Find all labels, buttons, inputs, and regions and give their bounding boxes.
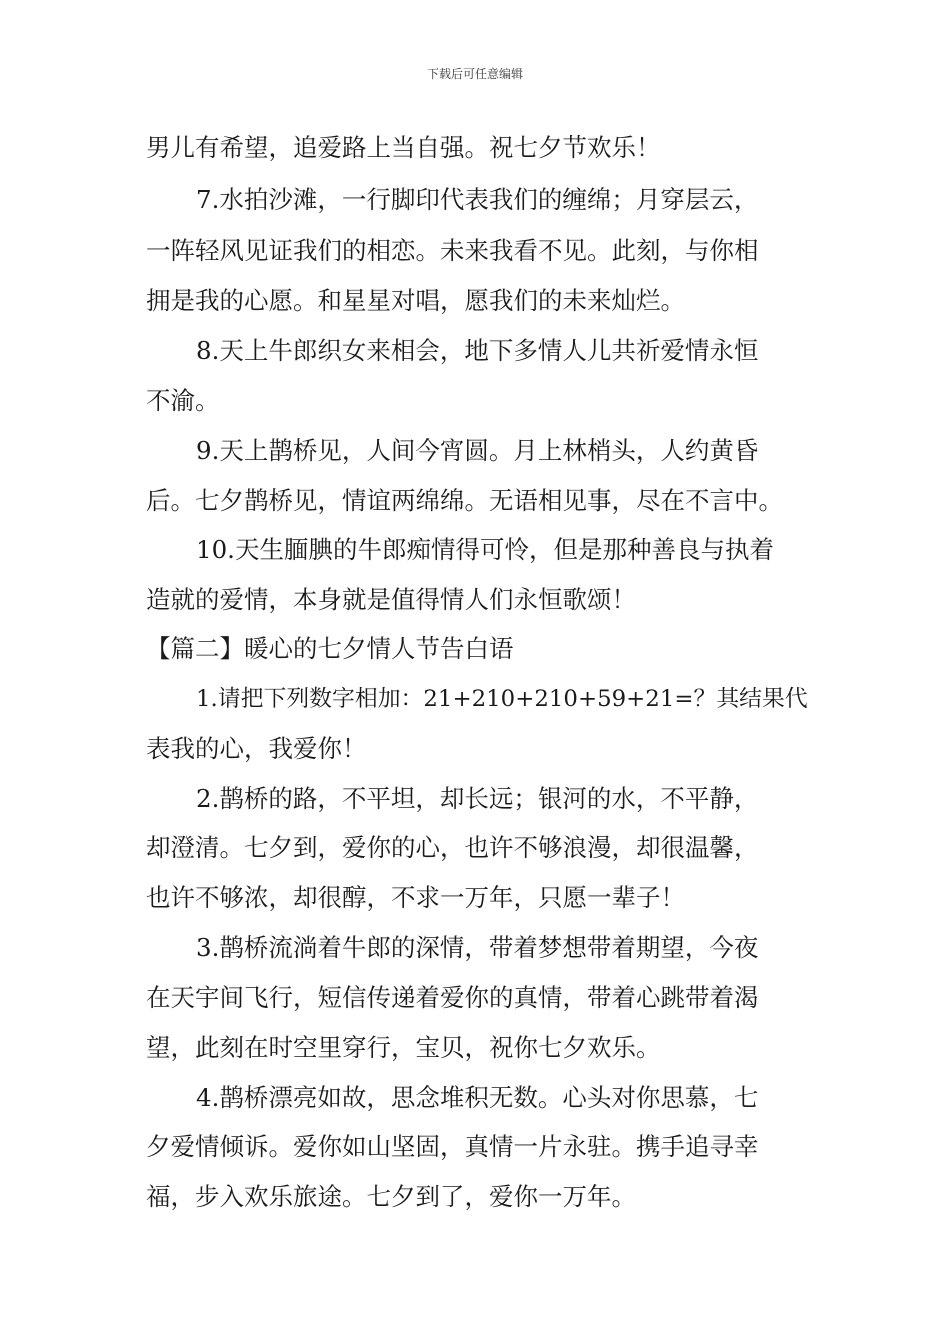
text-line-19: 望，此刻在时空里穿行，宝贝，祝你七夕欢乐。 xyxy=(146,1033,661,1062)
text-line-16: 也许不够浓，却很醇，不求一万年，只愿一辈子！ xyxy=(146,883,685,912)
text-line-20: 4.鹊桥漂亮如故，思念堆积无数。心头对你思慕，七 xyxy=(196,1083,759,1112)
text-line-12: 1.请把下列数字相加：21+210+210+59+21=？其结果代 xyxy=(196,686,808,712)
section-heading: 【篇二】暖心的七夕情人节告白语 xyxy=(146,634,514,663)
text-line-3: 一阵轻风见证我们的相恋。未来我看不见。此刻，与你相 xyxy=(146,236,759,265)
text-line-9: 10.天生腼腆的牛郎痴情得可怜，但是那种善良与执着 xyxy=(196,535,774,564)
text-line-2: 7.水拍沙滩，一行脚印代表我们的缠绵；月穿层云， xyxy=(196,185,759,214)
text-line-6: 不渝。 xyxy=(146,386,220,415)
text-line-17: 3.鹊桥流淌着牛郎的深情，带着梦想带着期望，今夜 xyxy=(196,933,759,962)
text-line-13: 表我的心，我爱你！ xyxy=(146,734,367,763)
text-line-5: 8.天上牛郎织女来相会，地下多情人儿共祈爱情永恒 xyxy=(196,336,759,365)
page-header: 下载后可任意编辑 xyxy=(426,67,523,81)
text-line-22: 福，步入欢乐旅途。七夕到了，爱你一万年。 xyxy=(146,1182,636,1211)
text-line-4: 拥是我的心愿。和星星对唱，愿我们的未来灿烂。 xyxy=(146,286,685,315)
text-line-1: 男儿有希望，追爱路上当自强。祝七夕节欢乐！ xyxy=(146,133,661,162)
text-line-21: 夕爱情倾诉。爱你如山坚固，真情一片永驻。携手追寻幸 xyxy=(146,1132,759,1161)
text-line-15: 却澄清。七夕到，爱你的心，也许不够浪漫，却很温馨， xyxy=(146,833,759,862)
text-line-8: 后。七夕鹊桥见，情谊两绵绵。无语相见事，尽在不言中。 xyxy=(146,486,783,515)
text-line-10: 造就的爱情，本身就是值得情人们永恒歌颂！ xyxy=(146,585,636,614)
text-line-7: 9.天上鹊桥见，人间今宵圆。月上林梢头，人约黄昏 xyxy=(196,436,759,465)
text-line-18: 在天宇间飞行，短信传递着爱你的真情，带着心跳带着渴 xyxy=(146,983,759,1012)
text-line-14: 2.鹊桥的路，不平坦，却长远；银河的水，不平静， xyxy=(196,784,759,813)
